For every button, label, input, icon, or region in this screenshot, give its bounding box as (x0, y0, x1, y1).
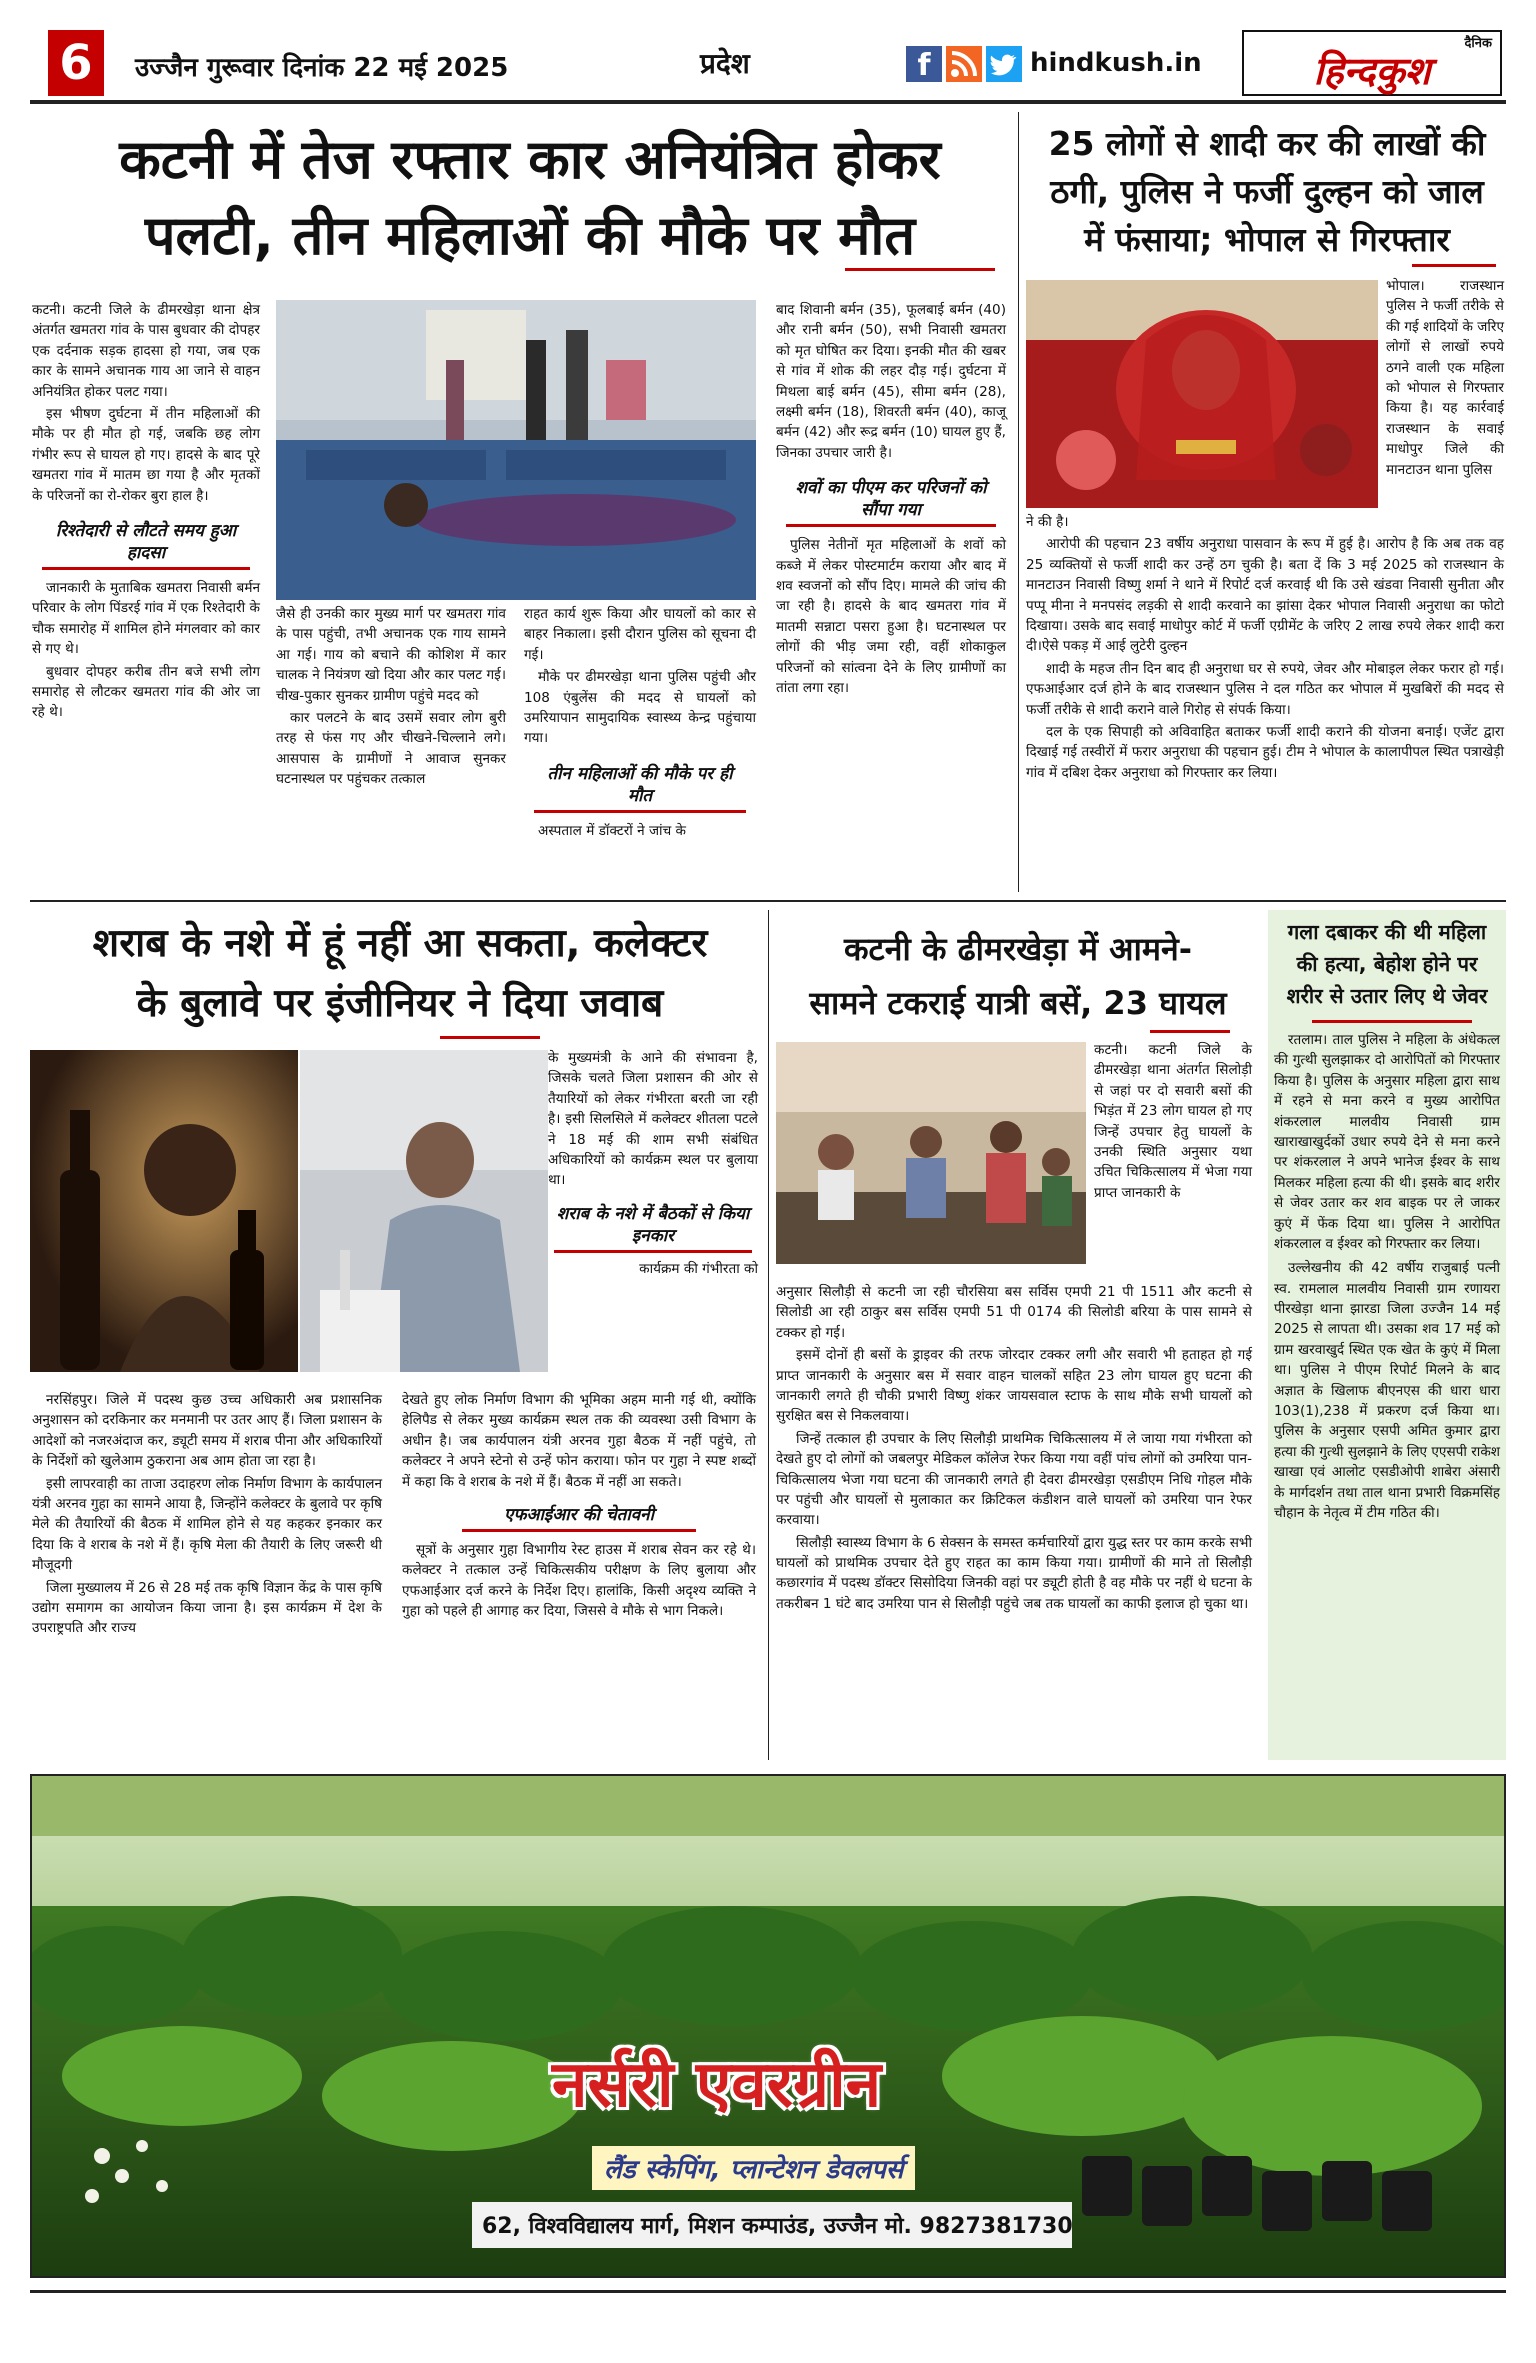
story4-paragraph: इसमें दोनों ही बसों के ड्राइवर की तरफ जोरदार टक्कर लगी और सवारी भी हताहत हो गई प्राप्त जानकारी के अनुसार बस में सवार वाहन चालकों सहित 23 लोग घायल हुए घटना की जानकारी लगते ही चौकी प्रभारी विष्णु शंकर जायसवाल स्टाफ के साथ मौके सभी घायलों को सुरक्षित बस से निकलवाया। (776, 1347, 1252, 1425)
story1-headline-line2: पलटी, तीन महिलाओं की मौके पर मौत (144, 204, 916, 267)
story2-body (1026, 512, 1504, 785)
story5-headline-line3: शरीर से उतार लिए थे जेवर (1286, 984, 1488, 1008)
story5-paragraph: उल्लेखनीय की 42 वर्षीय राजुबाई पत्नी स्व. रामलाल मालवीय निवासी ग्राम रणायरा पीरखेड़ा थाना झारडा जिला उज्जैन 14 मई 2025 से लापता थी। उसका शव 17 मई को ग्राम खरवाखुर्द स्थित एक खेत के कुएं में मिला था। पुलिस ने पीएम रिपोर्ट मिलने के बाद अज्ञात के खिलाफ बीएनएस की धारा धारा 103(1),238 में प्रकरण दर्ज किया था। पुलिस के अनुसार एसपी अमित कुमार द्वारा हत्या की गुत्थी सुलझाने के लिए एएसपी राकेश खाखा एवं आलोट एसडीओपी शाबेरा अंसारी के मार्गदर्शन तथा ताल थाना प्रभारी विक्रमसिंह चौहान के नेतृत्व में टीम गठित की। (1274, 1260, 1500, 1521)
ad-tagline: लैंड स्केपिंग, प्लान्टेशन डेवलपर्स (592, 2146, 915, 2190)
story3-right-col (548, 1048, 758, 1281)
ad-plants-photo (32, 1776, 1504, 2276)
story1-paragraph: जैसे ही उनकी कार मुख्य मार्ग पर खमतरा गांव के पास पहुंची, तभी अचानक एक गाय सामने आ गई। गाय को बचाने की कोशिश में कार चालक ने नियंत्रण खो दिया और कार पलट गई।चीख-पुकार सुनकर ग्रामीण पहुंचे मदद को (276, 606, 506, 704)
story2-headline-line3: में फंसाया; भोपाल से गिरफ्तार (1084, 220, 1450, 259)
story4-paragraph: अनुसार सिलौड़ी से कटनी जा रही चौरसिया बस सर्विस एमपी 21 पी 1511 और कटनी से सिलोडी आ रही ठाकुर बस सर्विस एमपी 51 पी 0174 की सिलोडी बरिया के पास सामने से टक्कर हो गई। (776, 1284, 1252, 1341)
page-bottom-rule (30, 2290, 1506, 2293)
story1-headline-line1: कटनी में तेज रफ्तार कार अनियंत्रित होकर (119, 128, 941, 191)
story3-subhead-1: शराब के नशे में बैठकों से किया इनकार (554, 1203, 752, 1253)
story5-paragraph: रतलाम। ताल पुलिस ने महिला के अंधेकत्ल की गुत्थी सुलझाकर दो आरोपितों को गिरफ्तार किया है। पुलिस के अनुसार महिला द्वारा साथ में रहने से मना करने व मुख्य आरोपित शंकरलाल मालवीय निवासी ग्राम खाराखाखुर्दकों उधार रुपये देने से मना करने पर शंकरलाल ने अपने भानेज ईश्वर के साथ मिलकर महिला हत्या की थी। इसके बाद शरीर से जेवर उतार कर शव बाइक पर ले जाकर कुएं में फेंक दिया था। पुलिस ने आरोपित शंकरलाल व ईश्वर को गिरफ्तार कर लिया। (1274, 1032, 1500, 1252)
story4-paragraph: जिन्हें तत्काल ही उपचार के लिए सिलौड़ी प्राथमिक चिकित्सालय में ले जाया गया गंभीरता को देखते हुए दो लोगों को जबलपुर मेडिकल कॉलेज रेफर किया गया वहीं पांच लोगों को उमरिया पान- चिकित्सालय भेजा गया घटना की जानकारी लगते ही देवरा ढीमरखेड़ा एसडीएम निधि गोहल मौके पर पहुंची और घायलों से मुलाकात कर क्रिटिकल कंडीशन वाले घायलों को उमरिया पान रेफर करवाया। (776, 1430, 1252, 1529)
story2-paragraph: आरोपी की पहचान 23 वर्षीय अनुराधा पासवान के रूप में हुई है। आरोप है कि अब तक वह 25 व्यक्तियों से फर्जी शादी कर उन्हें ठग चुकी है। बता दें कि 3 मई 2025 को राजस्थान के मानटाउन निवासी विष्णु शर्मा ने थाने में रिपोर्ट दर्ज करवाई थी कि उसे खंडवा निवासी सुनीता और पप्पू मीना ने मनपसंद लड़की से शादी करवाने का झांसा देकर भोपाल निवासी अनुराधा का फोटो दिखाया। उसके बाद सवाई माधोपुर कोर्ट में फर्जी एग्रीमेंट के जरिए 2 लाख रुपये लेकर शादी करा दी।ऐसे पकड़ में आई लुटेरी दुल्हन (1026, 536, 1504, 655)
story1-paragraph: अस्पताल में डॉक्टरों ने जांच के (538, 822, 686, 839)
rss-icon[interactable] (946, 46, 982, 82)
story2-paragraph: भोपाल। राजस्थान पुलिस ने फर्जी तरीके से की गई शादियों के जरिए लोगों से लाखों रुपये ठगने वाली एक महिला को भोपाल से गिरफ्तार किया है। यह कार्रवाई राजस्थान के सवाई माधोपुर जिले की मानटाउन थाना पुलिस (1386, 278, 1504, 478)
story1-paragraph: इस भीषण दुर्घटना में तीन महिलाओं की मौके पर ही मौत हो गई, जबकि छह लोग गंभीर रूप से घायल हो गए। हादसे के बाद पूरे खमतरा गांव में मातम छा गया है और मृतकों के परिजनों का रो-रोकर बुरा हाल है। (32, 405, 260, 504)
facebook-icon[interactable]: f (906, 46, 942, 82)
story2-headline (1028, 120, 1506, 264)
story3-paragraph: सूत्रों के अनुसार गुहा विभागीय रेस्ट हाउस में शराब सेवन कर रहे थे। कलेक्टर ने तत्काल उन्हें चिकित्सकीय परीक्षण के लिए बुलाया और एफआईआर दर्ज करने के निर्देश दिए। हालांकि, किसी अदृश्य व्यक्ति ने गुहा को पहले ही आगाह कर दिया, जिससे वे मौके से भाग निकले। (402, 1542, 756, 1620)
story3-photo-engineer (300, 1050, 548, 1372)
story3-photo-bottle (30, 1050, 298, 1372)
story3-col2 (402, 1390, 756, 1624)
story1-paragraph: पुलिस नेतीनों मृत महिलाओं के शवों को कब्जे में लेकर पोस्टमार्टम कराया और बाद में शव स्वजनों को सौंप दिए। मामले की जांच की जा रही है। हादसे के बाद खमतरा गांव में मातमी सन्नाटा पसरा हुआ है। घटनास्थल पर लोगों की भीड़ जमा रही, वहीं शोकाकुल परिजनों को सांत्वना देने के लिए ग्रामीणों का तांता लगा रहा। (776, 537, 1006, 697)
story4-headline (774, 922, 1262, 1030)
story3-paragraph: देखते हुए लोक निर्माण विभाग की भूमिका अहम मानी गई थी, क्योंकि हेलिपैड से लेकर मुख्य कार्यक्रम स्थल तक की व्यवस्था उसी विभाग के अधीन है। जब कार्यपालन यंत्री अरनव गुहा बैठक में नहीं पहुंचे, तो कलेक्टर ने अपने स्टेनो से उन्हें फोन कराया। फोन पर गुहा ने स्पष्ट शब्दों में कहा कि वे शराब के नशे में हैं। बैठक में नहीं आ सकते। (402, 1392, 756, 1490)
story4-headline-line1: कटनी के ढीमरखेड़ा में आमने- (843, 930, 1193, 968)
story5-headline-line2: की हत्या, बेहोश होने पर (1296, 952, 1478, 976)
story2-paragraph: दल के एक सिपाही को अविवाहित बताकर फर्जी शादी कराने की योजना बनाई। एजेंट द्वारा दिखाई गई तस्वीरों में फरार अनुराधा की पहचान हुई। टीम ने भोपाल के कालापीपल स्थित पत्राखेड़ी गांव में दबिश देकर अनुराधा को गिरफ्तार कर लिया। (1026, 723, 1504, 781)
story1-paragraph: राहत कार्य शुरू किया और घायलों को कार से बाहर निकाला। इसी दौरान पुलिस को सूचना दी गई। (524, 606, 756, 663)
section-divider (30, 900, 1506, 902)
story1-paragraph: कटनी। कटनी जिले के ढीमरखेड़ा थाना क्षेत्र अंतर्गत खमतरा गांव के पास बुधवार की दोपहर एक दर्दनाक सड़क हादसा हो गया, जब एक कार के सामने अचानक गाय आ जाने से वाहन अनियंत्रित होकर पलट गया। (32, 302, 260, 400)
story2-headline-line1: 25 लोगों से शादी कर की लाखों की (1048, 124, 1486, 163)
story2-paragraph: शादी के महज तीन दिन बाद ही अनुराधा घर से रुपये, जेवर और मोबाइल लेकर फरार हो गई। एफआईआर दर्ज होने के बाद राजस्थान पुलिस ने दल गठित कर भोपाल में मुखबिरों की मदद से फर्जी तरीके से शादी कराने वाले गिरोह से संपर्क किया। (1026, 660, 1504, 718)
story1-paragraph: मौके पर ढीमरखेड़ा थाना पुलिस पहुंची और 108 एंबुलेंस की मदद से घायलों को उमरियापान सामुदायिक स्वास्थ्य केन्द्र पहुंचाया गया। (524, 669, 756, 747)
story1-paragraph: बाद शिवानी बर्मन (35), फूलबाई बर्मन (40) और रानी बर्मन (50), सभी निवासी खमतरा को मृत घोषित कर दिया। इनकी मौत की खबर से गांव में शोक की लहर दौड़ गई। दुर्घटना में मिथला बाई बर्मन (45), सीमा बर्मन (28), लक्ष्मी बर्मन (18), शिवरती बर्मन (40), काजू बर्मन (42) और रूद्र बर्मन (10) घायल हुए हैं, जिनका उपचार जारी है। (776, 302, 1006, 461)
page-number: 6 (48, 30, 104, 96)
website-link[interactable]: hindkush.in (1030, 48, 1202, 78)
story4-body (776, 1282, 1252, 1616)
story4-headline-underline (1150, 1030, 1230, 1033)
story1-headline (30, 122, 1030, 274)
story3-paragraph: इसी लापरवाही का ताजा उदाहरण लोक निर्माण विभाग के कार्यपालन यंत्री अरनव गुहा का सामने आया है, जिन्होंने कलेक्टर के बुलावे पर कृषि मेले की तैयारियों की बैठक में शामिल होने से यह कहकर इनकार कर दिया कि वे शराब के नशे में हैं। कृषि मेला की तैयारी के लिए जरूरी थी मौजूदगी (32, 1475, 382, 1574)
story2-headline-line2: ठगी, पुलिस ने फर्जी दुल्हन को जाल (1050, 172, 1484, 211)
logo-box (1242, 30, 1502, 96)
story3-paragraph: नरसिंहपुर। जिले में पदस्थ कुछ उच्च अधिकारी अब प्रशासनिक अनुशासन को दरकिनार कर मनमानी पर उतर आए हैं। जिला प्रशासन के आदेशों को नजरअंदाज कर, ड्यूटी समय में शराब पीना और अधिकारियों के निर्देशों को खुलेआम ठुकराना अब आम होता जा रहा है। (32, 1392, 382, 1470)
ad-address: 62, विश्वविद्यालय मार्ग, मिशन कम्पाउंड, उज्जैन मो. 9827381730 (482, 2214, 1073, 2239)
column-divider (768, 910, 769, 1760)
story1-subhead-1: रिश्तेदारी से लौटते समय हुआ हादसा (42, 520, 250, 570)
story1-subhead-2: तीन महिलाओं की मौके पर ही मौत (534, 763, 746, 813)
story3-headline-line1: शराब के नशे में हूं नहीं आ सकता, कलेक्टर (92, 921, 708, 966)
nursery-ad (30, 1774, 1506, 2278)
story1-paragraph: कार पलटने के बाद उसमें सवार लोग बुरी तरह से फंस गए और चीखने-चिल्लाने लगे। आसपास के ग्रामीणों ने आवाज सुनकर घटनास्थल पर पहुंचकर तत्काल (276, 709, 506, 788)
dateline: उज्जैन गुरूवार दिनांक 22 मई 2025 (135, 53, 509, 83)
story2-paragraph: ने की है। (1026, 514, 1069, 530)
story4-side-text (1094, 1040, 1252, 1205)
story4-paragraph: सिलौड़ी स्वास्थ्य विभाग के 6 सेक्सन के समस्त कर्मचारियों द्वारा युद्ध स्तर पर काम करके सभी घायलों को प्राथमिक उपचार देते हुए राहत का काम किया गया। ग्रामीणों की माने तो सिलौड़ी कछारगांव में पदस्थ डॉक्टर सिसोदिया जिनकी वहां पर ड्यूटी होती है वह मौके पर नहीं थे घटना के तकरीबन 1 घंटे बाद उमरिया पान से सिलौड़ी पहुंचे जब तक घायलों का काफी इलाज हो चुका था। (776, 1534, 1252, 1612)
story3-paragraph: जिला मुख्यालय में 26 से 28 मई तक कृषि विज्ञान केंद्र के पास कृषि उद्योग समागम का आयोजन किया जाना है। इस कार्यक्रम में देश के उपराष्ट्रपति और राज्य (32, 1579, 382, 1637)
story1-col2 (276, 604, 506, 792)
story3-headline-underline (440, 1036, 540, 1039)
masthead (30, 30, 1506, 100)
story2-side-text (1386, 276, 1504, 482)
story2-headline-underline (1412, 264, 1496, 267)
twitter-icon[interactable] (986, 46, 1022, 82)
section-label: प्रदेश (700, 47, 750, 80)
story3-paragraph: के मुख्यमंत्री के आने की संभावना है, जिसके चलते जिला प्रशासन की ओर से तैयारियों को लेकर गंभीरता बरती जा रही है। इसी सिलसिले में कलेक्टर शीतला पटले ने 18 मई की शाम सभी संबंधित अधिकारियों को कार्यक्रम स्थल पर बुलाया था। (548, 1050, 758, 1189)
story5-headline (1272, 916, 1502, 1012)
story5-body (1274, 1030, 1500, 1525)
story1-subhead-3: शवों का पीएम कर परिजनों को सौंपा गया (786, 477, 996, 527)
column-divider (1018, 112, 1019, 892)
story1-photo-hospital (276, 300, 756, 600)
story1-paragraph: जानकारी के मुताबिक खमतरा निवासी बर्मन परिवार के लोग पिंडरई गांव में एक रिश्तेदारी के चौक समारोह में शामिल होने मंगलवार को कार से गए थे। (32, 580, 260, 658)
story5-headline-line1: गला दबाकर की थी महिला (1287, 920, 1487, 944)
story4-headline-line2: सामने टकराई यात्री बसें, 23 घायल (809, 984, 1227, 1022)
story5-headline-underline (1312, 1020, 1472, 1023)
story3-headline (30, 914, 770, 1034)
story4-photo-injured (776, 1042, 1086, 1264)
logo-small-text: दैनिक (1464, 36, 1492, 51)
story1-headline-underline (845, 268, 995, 271)
story3-subhead-2: एफआईआर की चेतावनी (462, 1504, 696, 1532)
story3-col1 (32, 1390, 382, 1641)
story3-paragraph: कार्यक्रम की गंभीरता को (639, 1260, 758, 1277)
story2-photo-bride (1026, 280, 1378, 508)
logo: हिन्दकुश (1313, 49, 1431, 93)
story3-headline-line2: के बुलावे पर इंजीनियर ने दिया जवाब (136, 981, 664, 1026)
story1-col3 (524, 604, 756, 843)
story4-paragraph: कटनी। कटनी जिले के ढीमरखेड़ा थाना अंतर्गत सिलोड़ी से जहां पर दो सवारी बसों की भिड़ंत में 23 लोग घायल हो गए जिन्हें उपचार हेतु घायलों के उनकी स्थिति अनुसार यथा उचित चिकित्सालय में भेजा गया प्राप्त जानकारी के (1094, 1042, 1252, 1201)
story1-col4 (776, 300, 1006, 700)
masthead-rule (30, 100, 1506, 104)
story1-col1 (32, 300, 260, 725)
story1-paragraph: बुधवार दोपहर करीब तीन बजे सभी लोग समारोह से लौटकर खमतरा गांव की ओर जा रहे थे। (32, 663, 260, 721)
ad-title: नर्सरी एवरग्रीन (552, 2048, 882, 2122)
